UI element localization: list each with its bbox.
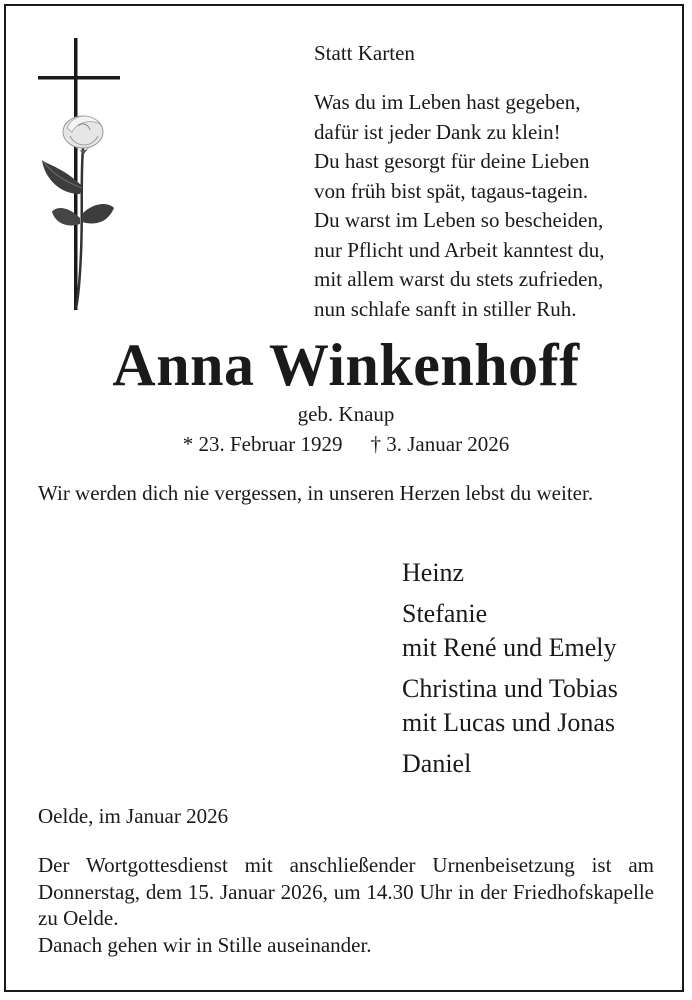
poem-line: Was du im Leben hast gegeben,	[314, 90, 581, 114]
family-group	[402, 672, 618, 740]
deceased-name: Anna Winkenhoff	[112, 332, 580, 398]
family-group	[402, 747, 618, 781]
poem	[314, 88, 674, 324]
service-info	[38, 852, 654, 958]
closing-text: Danach gehen wir in Stille auseinander.	[38, 932, 372, 957]
cross-with-rose-icon	[34, 36, 124, 316]
poem-line: dafür ist jeder Dank zu klein!	[314, 119, 561, 144]
life-dates	[0, 432, 692, 457]
family-member: Stefanie	[402, 599, 488, 628]
family-member: Heinz	[402, 558, 465, 587]
birth-date: * 23. Februar 1929	[182, 432, 343, 456]
intro-text: Statt Karten	[314, 41, 415, 65]
family-member: Christina und Tobias	[402, 674, 618, 703]
death-date: † 3. Januar 2026	[370, 432, 510, 456]
service-text: Der Wortgottesdienst mit anschließender Urnenbeisetzung ist am Donnerstag, dem 15. Januar 2026, um 14.30 Uhr in der Friedhofskapelle zu Oelde.	[38, 853, 654, 930]
family-member: mit Lucas und Jonas	[402, 708, 616, 737]
family-list	[402, 556, 618, 788]
poem-line: Du warst im Leben so bescheiden,	[314, 208, 604, 232]
poem-line: nun schlafe sanft in stiller Ruh.	[314, 296, 577, 321]
family-group	[402, 597, 618, 665]
birth-name: geb. Knaup	[297, 402, 395, 426]
poem-line: Du hast gesorgt für deine Lieben	[314, 149, 590, 173]
family-group	[402, 556, 618, 590]
poem-line: mit allem warst du stets zufrieden,	[314, 267, 604, 291]
poem-line: nur Pflicht und Arbeit kanntest du,	[314, 237, 605, 262]
poem-line: von früh bist spät, tagaus-tagein.	[314, 178, 589, 203]
family-member: Daniel	[402, 749, 472, 778]
family-member: mit René und Emely	[402, 633, 617, 662]
memorial-message: Wir werden dich nie vergessen, in unseren Herzen lebst du weiter.	[38, 481, 594, 505]
place-date: Oelde, im Januar 2026	[38, 804, 229, 828]
